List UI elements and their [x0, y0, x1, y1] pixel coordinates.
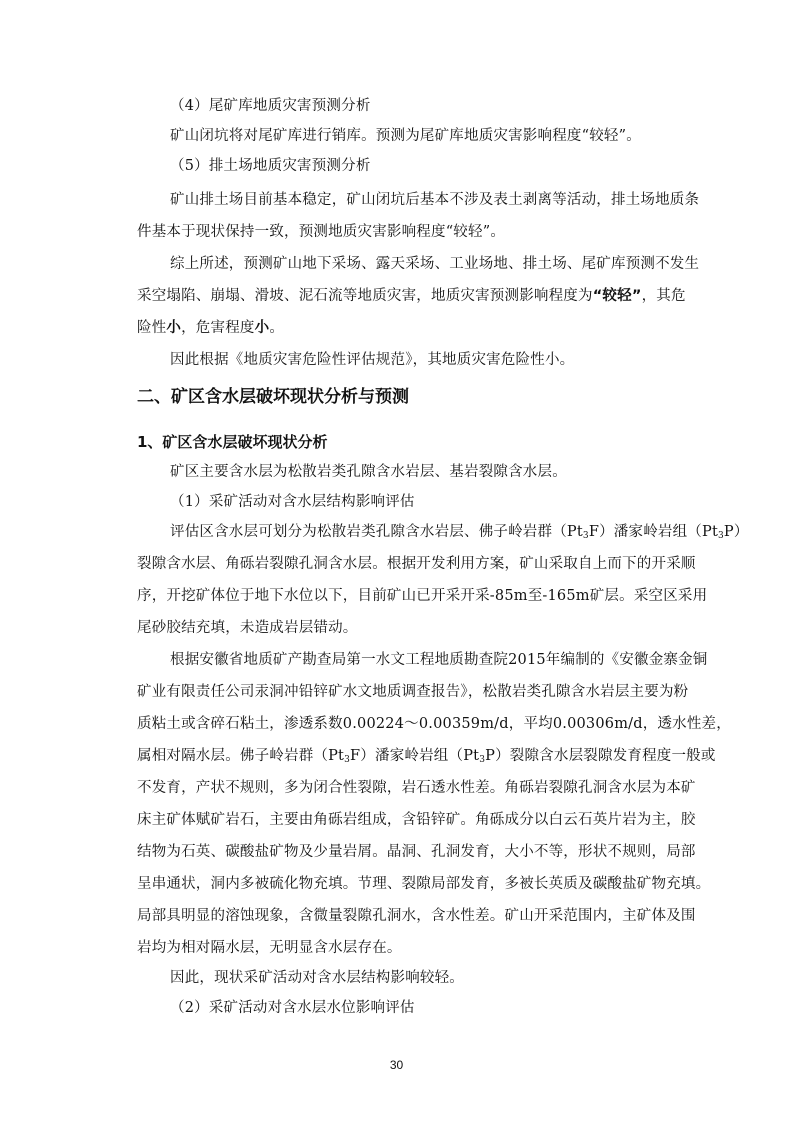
heading-tailings-pond: （4）尾矿库地质灾害预测分析: [170, 98, 371, 114]
paragraph-structure-line3: 序，开挖矿体位于地下水位以下，目前矿山已开采开采-85m至-165m矿层。采空区采用: [137, 588, 708, 604]
paragraph-structure-line4: 尾砂胶结充填，未造成岩层错动。: [137, 620, 358, 636]
paragraph-structure-line1: 评估区含水层可划分为松散岩类孔隙含水岩层、佛子岭岩群$(Pt_3F)$潘家岭岩组$(Pt_3P)$: [170, 524, 749, 541]
emphasis-small-risk: 小: [166, 320, 182, 336]
paragraph-report-line1: 根据安徽省地质矿产勘查局第一水文工程地质勘查院2015年编制的《安徽金寨金铜: [170, 652, 708, 668]
emphasis-small-harm: 小: [254, 320, 270, 336]
paragraph-report-line3: 质粘土或含碎石粘土，渗透系数0.00224～0.00359m/d，平均0.00306m/d，透水性差，: [137, 716, 731, 732]
paragraph-report-line2: 矿业有限责任公司汞洞冲铅锌矿水文地质调查报告》，松散岩类孔隙含水岩层主要为粉: [137, 684, 689, 700]
paragraph-report-line6: 床主矿体赋矿岩石，主要由角砾岩组成，含铅锌矿。角砾成分以白云石英片岩为主，胶: [137, 812, 696, 828]
paragraph-report-line7: 结物为石英、碳酸盐矿物及少量岩屑。晶洞、孔洞发育，大小不等，形状不规则，局部: [137, 844, 696, 860]
paragraph-report-line9: 局部具明显的溶蚀现象，含微量裂隙孔洞水，含水性差。矿山开采范围内，主矿体及围: [137, 908, 696, 924]
paragraph-current-impact: 因此，现状采矿活动对含水层结构影响较轻。: [170, 970, 464, 986]
paragraph-dump-site-line2: 件基本于现状保持一致，预测地质灾害影响程度“较轻”。: [137, 224, 506, 240]
page-number: 30: [389, 1058, 404, 1072]
paragraph-dump-site-line1: 矿山排土场目前基本稳定，矿山闭坑后基本不涉及表土剥离等活动，排土场地质条: [170, 192, 700, 208]
paragraph-summary-line2: 采空塌陷、崩塌、滑坡、泥石流等地质灾害，地质灾害预测影响程度为“较轻”，其危: [137, 288, 686, 304]
paragraph-report-line10: 岩均为相对隔水层，无明显含水层存在。: [137, 940, 402, 956]
paragraph-tailings-pond: 矿山闭坑将对尾矿库进行销库。预测为尾矿库地质灾害影响程度“较轻”。: [170, 128, 641, 144]
paragraph-conclusion: 因此根据《地质灾害危险性评估规范》，其地质灾害危险性小。: [170, 352, 575, 368]
heading-dump-site: （5）排土场地质灾害预测分析: [170, 158, 371, 174]
paragraph-summary-line1: 综上所述，预测矿山地下采场、露天采场、工业场地、排土场、尾矿库预测不发生: [170, 256, 700, 272]
heading-structure-impact: （1）采矿活动对含水层结构影响评估: [170, 494, 415, 510]
emphasis-light: “较轻”: [592, 288, 642, 304]
paragraph-summary-line3: 险性小，危害程度小。: [137, 320, 285, 336]
paragraph-aquifer-intro: 矿区主要含水层为松散岩类孔隙含水岩层、基岩裂隙含水层。: [170, 464, 567, 480]
paragraph-report-line5: 不发育，产状不规则，多为闭合性裂隙，岩石透水性差。角砾岩裂隙孔洞含水层为本矿: [137, 780, 696, 796]
paragraph-structure-line2: 裂隙含水层、角砾岩裂隙孔洞含水层。根据开发利用方案，矿山采取自上而下的开采顺: [137, 556, 696, 572]
paragraph-report-line4: 属相对隔水层。佛子岭岩群$(Pt_3F)$潘家岭岩组$(Pt_3P)$裂隙含水层裂隙发育程度一般或: [137, 748, 716, 765]
subsection-title-aquifer-status: 1、矿区含水层破坏现状分析: [137, 433, 328, 451]
section-title-aquifer: 二、矿区含水层破坏现状分析与预测: [137, 387, 409, 407]
heading-water-level-impact: （2）采矿活动对含水层水位影响评估: [170, 1000, 415, 1016]
paragraph-report-line8: 呈串通状，洞内多被硫化物充填。节理、裂隙局部发育，多被长英质及碳酸盐矿物充填。: [137, 876, 711, 892]
